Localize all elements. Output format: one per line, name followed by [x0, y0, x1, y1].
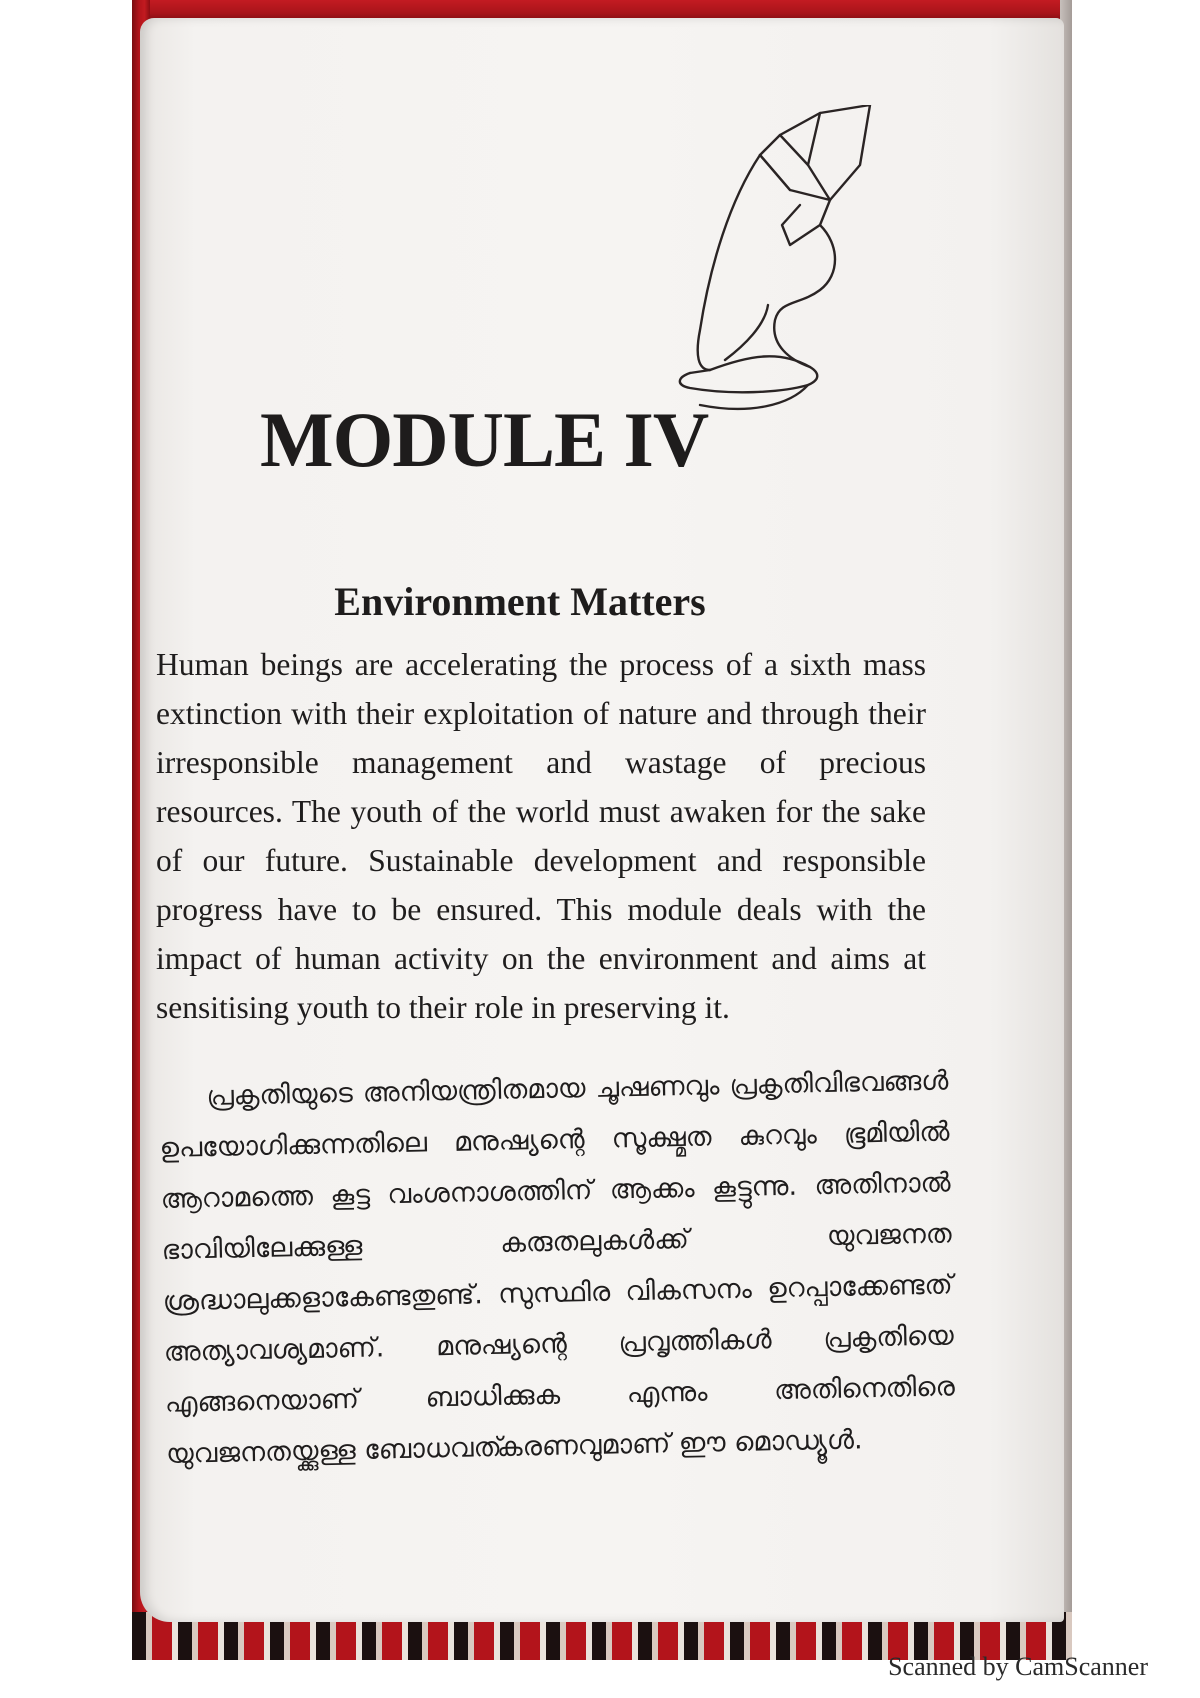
scanner-watermark: Scanned by CamScanner	[888, 1652, 1148, 1681]
malayalam-paragraph: പ്രകൃതിയുടെ അനിയന്ത്രിതമായ ചൂഷണവും പ്രകൃതിവിഭവങ്ങൾ ഉപയോഗിക്കുന്നതിലെ മനുഷ്യന്റെ സൂക്ഷ്മത കുറവും ഭൂമിയിൽ ആറാമത്തെ കൂട്ട വംശനാശത്തിന് ആക്കം കൂട്ടുന്നു. അതിനാൽ ഭാവിയിലേക്കുള്ള കരുതലുകൾക്ക് യുവജനത ശ്രദ്ധാലുക്കളാകേണ്ടതുണ്ട്. സുസ്ഥിര വികസനം ഉറപ്പാക്കേണ്ടത് അത്യാവശ്യമാണ്. മനുഷ്യന്റെ പ്രവൃത്തികൾ പ്രകൃതിയെ എങ്ങനെയാണ് ബാധിക്കുക എന്നും അതിനെതിരെ യുവജനതയ്ക്കുള്ള ബോധവത്കരണവുമാണ് ഈ മൊഡ്യൂൾ.	[159, 1065, 956, 1470]
module-title: MODULE IV	[260, 396, 709, 483]
section-title: Environment Matters	[334, 579, 706, 624]
hand-sketch-icon	[670, 105, 890, 425]
english-paragraph: Human beings are accelerating the process of a sixth mass extinction with their exploitation of nature and through their irresponsible management and wastage of precious resources. The youth of the world must awaken for the sake of our future. Sustainable development and responsible progress have to be ensured. This module deals with the impact of human activity on the environment and aims at sensitising youth to their role in preserving it.	[156, 647, 926, 1025]
